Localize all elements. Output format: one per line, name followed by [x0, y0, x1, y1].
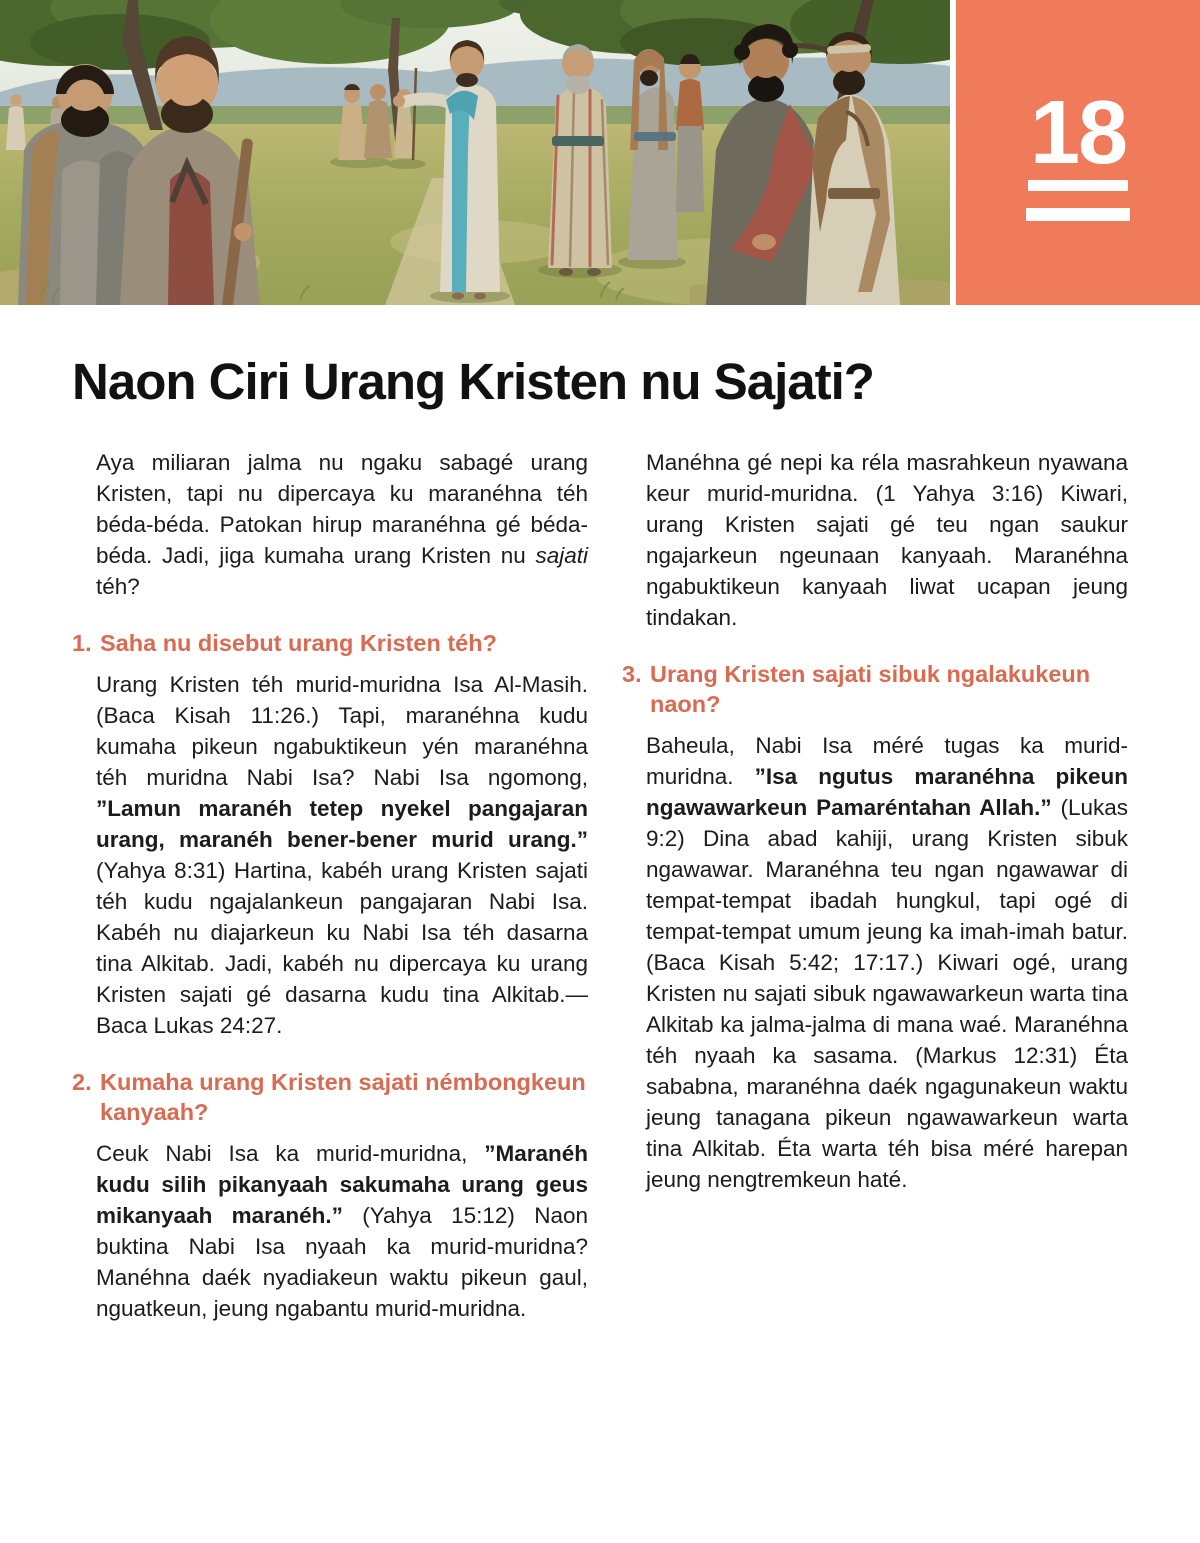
paragraph-3: Baheula, Nabi Isa méré tugas ka murid-muridna. ”Isa ngutus maranéhna pikeun ngawawarkeun Pamaréntahan Allah.” (Lukas 9:2) Dina abad kahiji, urang Kristen sibuk ngawawar. Maranéhna teu ngan ngawawar di tempat-tempat ibadah hungkul, tapi ogé di tempat-tempat umum jeung ka imah-imah batur. (Baca Kisah 5:42; 17:17.) Kiwari ogé, urang Kristen nu sajati sibuk ngawawarkeun warta tina Alkitab ka jalma-jalma di mana waé. Maranéhna téh nyaah ka sasama. (Markus 12:31) Éta sababna, maranéhna daék ngagunakeun waktu jeung tanagana pikeun ngawawarkeun warta tina Alkitab. Éta warta téh bisa méré harepan jeung nengtremkeun haté. — [646, 733, 1128, 1193]
question-1-heading — [72, 628, 588, 658]
paragraph-intro: Aya miliaran jalma nu ngaku sabagé urang Kristen, tapi nu dipercaya ku maranéhna téh béda-béda. Patokan hirup maranéhna gé béda-béda. Jadi, jiga kumaha urang Kristen nu sajati téh? — [96, 450, 588, 600]
question-1-text: Saha nu disebut urang Kristen téh? — [100, 630, 497, 657]
lesson-photo — [0, 0, 950, 305]
left-column — [72, 447, 588, 1340]
banner — [0, 0, 1200, 305]
paragraph-1: Urang Kristen téh murid-muridna Isa Al-Masih. (Baca Kisah 11:26.) Tapi, maranéhna kudu kumaha pikeun ngabuktikeun yén maranéhna téh muridna Nabi Isa? Nabi Isa ngomong, ”Lamun maranéh tetep nyekel pangajaran urang, maranéh bener-bener murid urang.” (Yahya 8:31) Hartina, kabéh urang Kristen sajati téh kudu ngajalankeun pangajaran Nabi Isa. Kabéh nu diajarkeun ku Nabi Isa téh dasarna tina Alkitab. Jadi, kabéh nu dipercaya ku urang Kristen sajati gé dasarna kudu tina Alkitab.—Baca Lukas 24:27. — [96, 672, 588, 1039]
lesson-number-badge — [956, 0, 1200, 305]
right-column — [622, 447, 1128, 1340]
photo-illustration — [0, 0, 950, 305]
question-2-number: 2. — [72, 1069, 92, 1096]
question-2-heading — [72, 1067, 588, 1127]
paragraph-2: Ceuk Nabi Isa ka murid-muridna, ”Maranéh kudu silih pikanyaah sakumaha urang geus mikanyaah maranéh.” (Yahya 15:12) Naon buktina Nabi Isa nyaah ka murid-muridna? Manéhna daék nyadiakeun waktu pikeun gaul, nguatkeun, jeung ngabantu murid-muridna. — [96, 1141, 588, 1322]
paragraph-2-continued: Manéhna gé nepi ka réla masrahkeun nyawana keur murid-muridna. (1 Yahya 3:16) Kiwari, urang Kristen sajati gé teu ngan saukur ngajarkeun ngeunaan kanyaah. Maranéhna ngabuktikeun kanyaah liwat ucapan jeung tindakan. — [646, 450, 1128, 631]
question-3-number: 3. — [622, 661, 642, 688]
lesson-number: 18 — [1028, 88, 1128, 191]
article-body — [72, 447, 1128, 1340]
question-3-text: Urang Kristen sajati sibuk ngalakukeun naon? — [650, 661, 1091, 718]
question-2-text: Kumaha urang Kristen sajati némbongkeun kanyaah? — [100, 1069, 586, 1126]
question-3-heading — [622, 659, 1128, 719]
lesson-number-rule — [1026, 208, 1130, 221]
page-title: Naon Ciri Urang Kristen nu Sajati? — [72, 353, 874, 410]
question-1-number: 1. — [72, 630, 92, 657]
